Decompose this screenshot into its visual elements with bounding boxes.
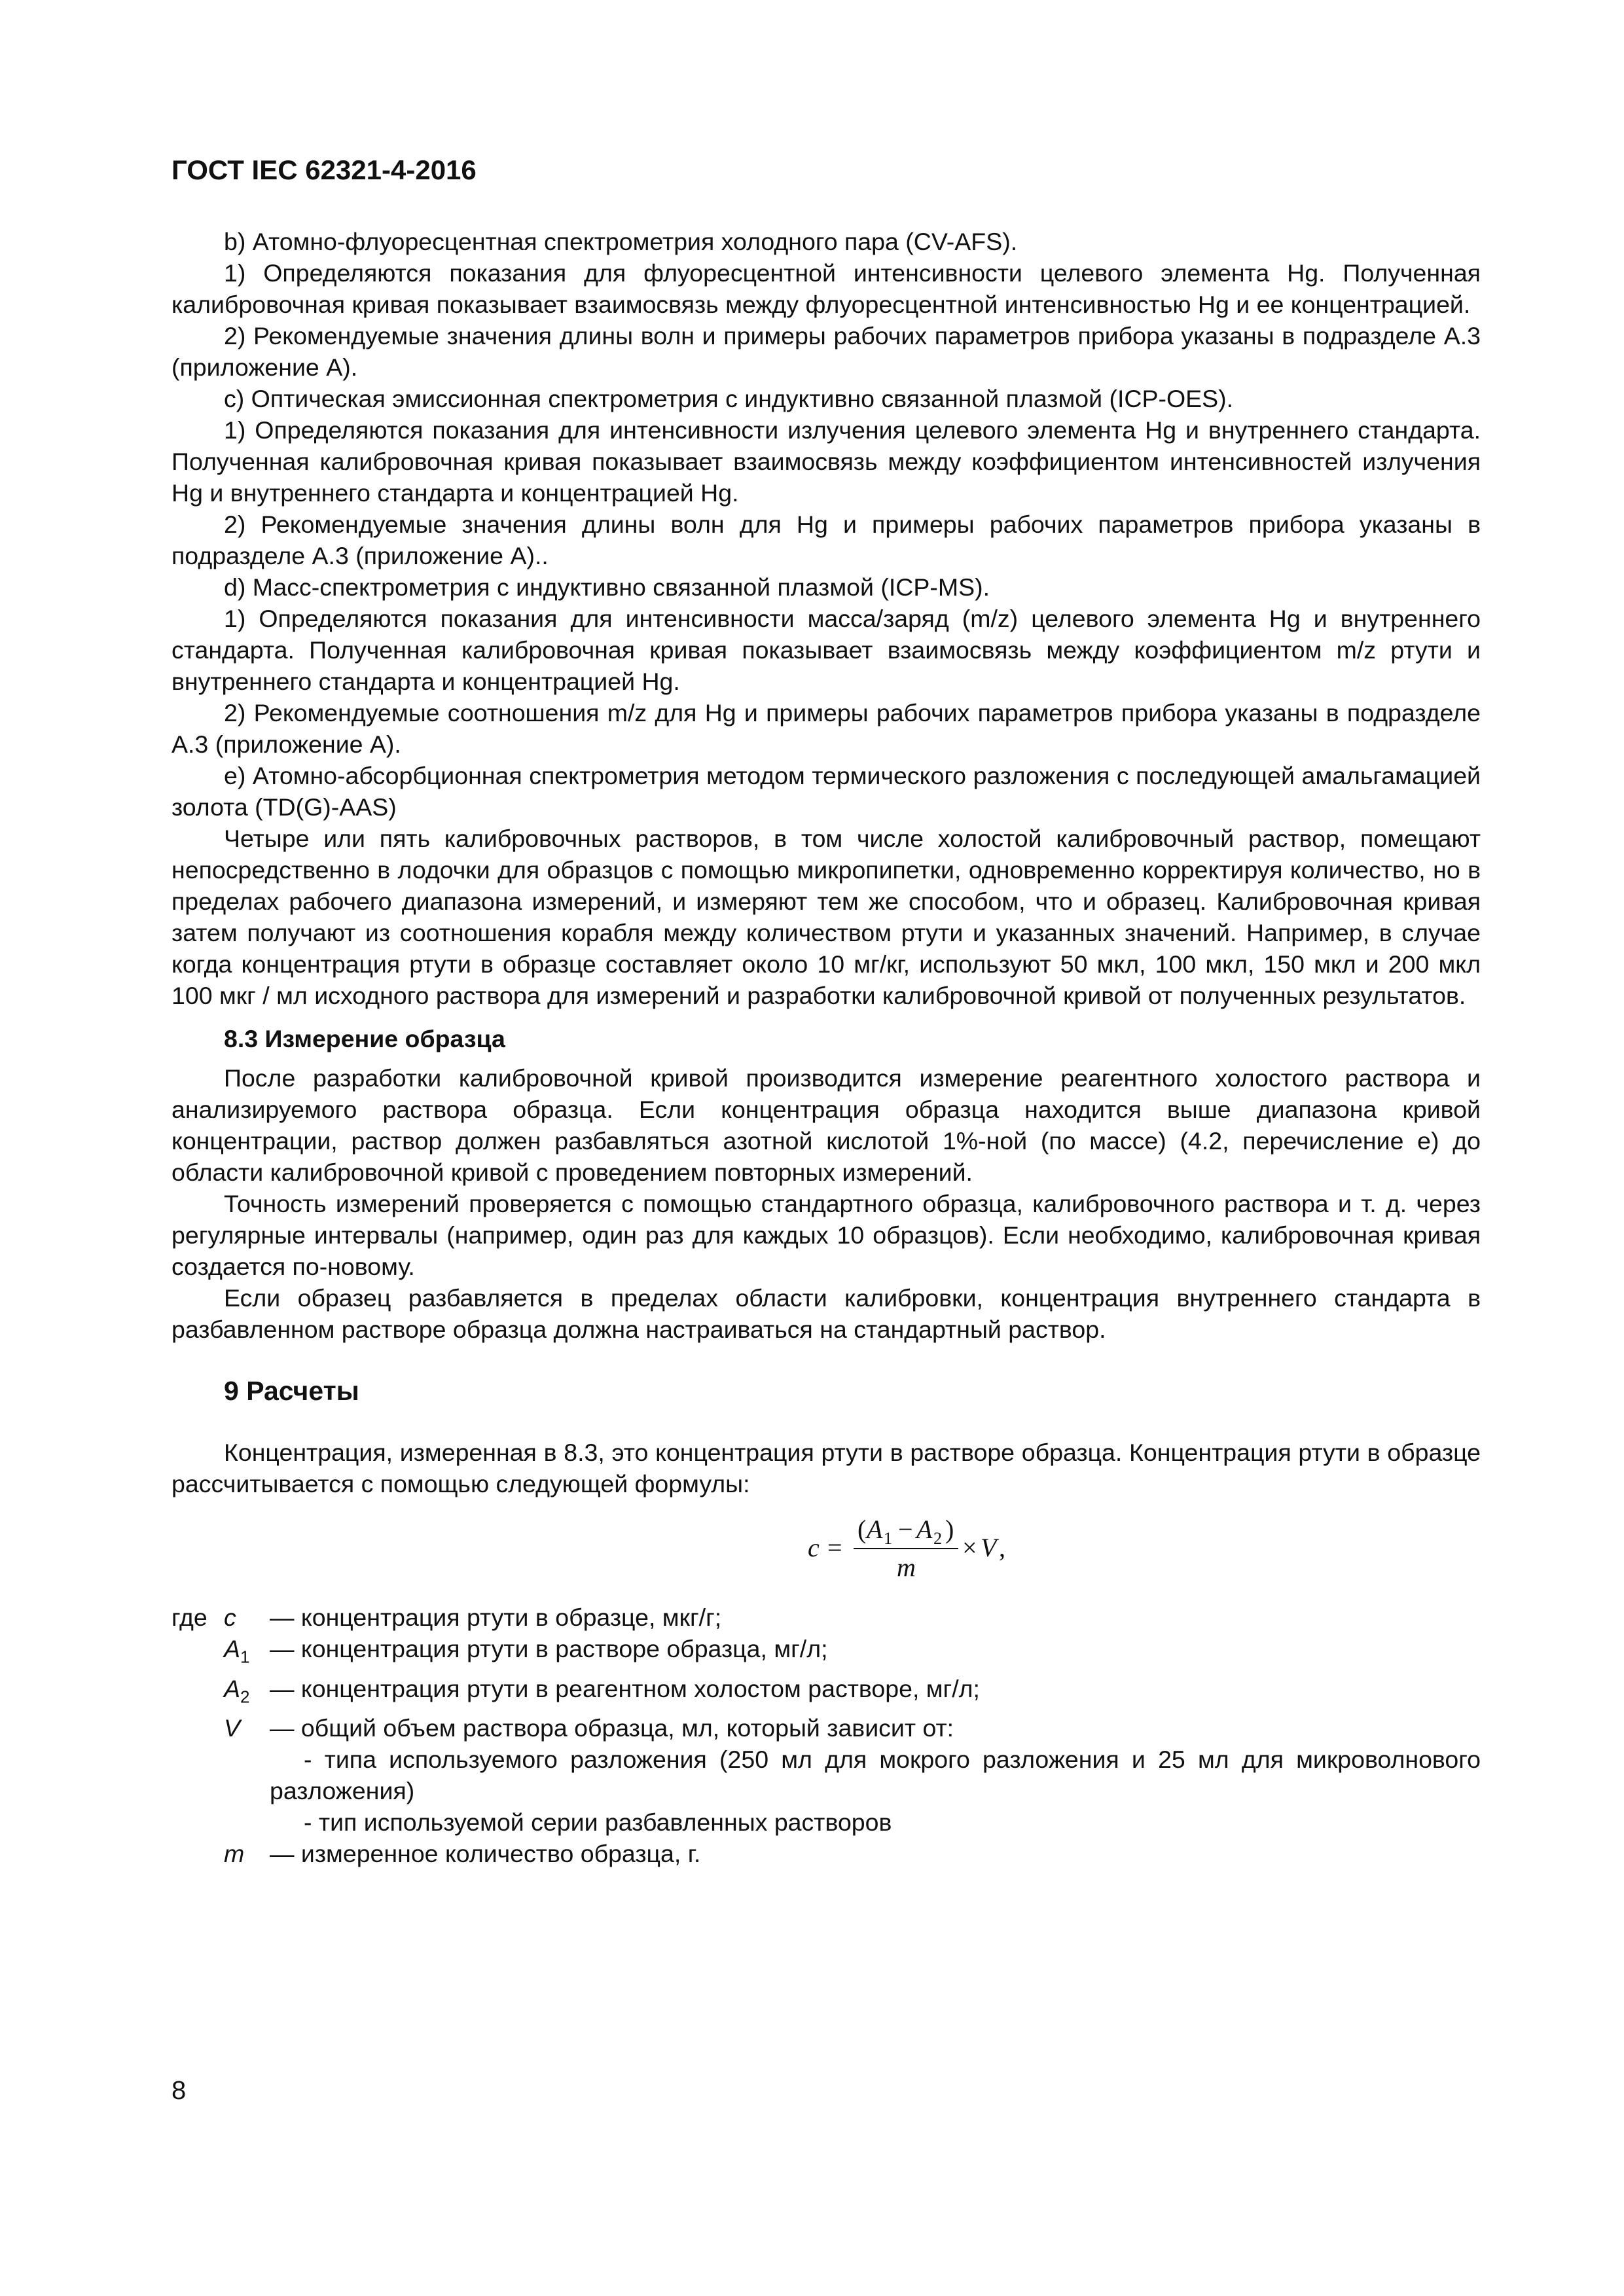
- paragraph-c-2: 2) Рекомендуемые значения длины волн для Hg и примеры рабочих параметров прибора указаны в подразделе A.3 (приложение A)..: [171, 511, 1481, 569]
- paragraph-d-2: 2) Рекомендуемые соотношения m/z для Hg и примеры рабочих параметров прибора указаны в подразделе A.3 (приложение A).: [171, 699, 1481, 758]
- definition-row-m: [171, 1838, 1481, 1869]
- paragraph-c-icp-oes: c) Оптическая эмиссионная спектрометрия с индуктивно связанной плазмой (ICP-OES).: [224, 385, 1234, 412]
- definition-symbol-c: c: [224, 1604, 236, 1631]
- concentration-formula: [171, 1506, 1481, 1587]
- page-number: 8: [171, 2076, 187, 2105]
- section-8-3-paragraph-1: После разработки калибровочной кривой производится измерение реагентного холостого раствора и анализируемого раствора образца. Если концентрация образца находится выше диапазона кривой концентрации, раствор должен разбавляться азотной кислотой 1%-ной (по массе) (4.2, перечисление e) до области калибровочной кривой с проведением повторных измерений.: [171, 1064, 1481, 1186]
- section-8-3-heading: 8.3 Измерение образца: [224, 1025, 505, 1052]
- v-items: [171, 1744, 1481, 1838]
- section-9-intro: Концентрация, измеренная в 8.3, это концентрация ртути в растворе образца. Концентрация ртути в образце рассчитывается с помощью следующей формулы:: [171, 1439, 1481, 1498]
- formula-close-paren: ): [945, 1515, 954, 1544]
- v-item-digestion-type: - типа используемого разложения (250 мл для мокрого разложения и 25 мл для микроволнового разложения): [270, 1746, 1481, 1804]
- formula-a1-sub: 1: [884, 1529, 892, 1548]
- where-label: где: [171, 1604, 208, 1631]
- section-9-heading: 9 Расчеты: [224, 1376, 359, 1406]
- definition-text-v: — общий объем раствора образца, мл, который зависит от:: [270, 1714, 954, 1742]
- formula-v: V: [981, 1533, 997, 1562]
- paragraph-d-1: 1) Определяются показания для интенсивности масса/заряд (m/z) целевого элемента Hg и внутреннего стандарта. Полученная калибровочная кривая показывает взаимосвязь между коэффициентом m/z ртути и внутреннего стандарта и концентрацией Hg.: [171, 605, 1481, 695]
- formula-a2-sub: 2: [933, 1529, 942, 1548]
- v-item-dilution-series: - тип используемой серии разбавленных растворов: [304, 1808, 892, 1836]
- definition-text-m: — измеренное количество образца, г.: [270, 1840, 701, 1867]
- definition-symbol-a1: $A_1$: [224, 1635, 250, 1667]
- definition-symbol-m: m: [224, 1840, 245, 1867]
- formula-equals: =: [827, 1533, 842, 1562]
- paragraph-calibration-solutions: Четыре или пять калибровочных растворов, в том числе холостой калибровочный раствор, помещают непосредственно в лодочки для образцов с помощью микропипетки, одновременно корректируя количество, но в пределах рабочего диапазона измерений, и измеряют тем же способом, что и образец. Калибровочная кривая затем получают из соотношения корабля между количеством ртути и указанных значений. Например, в случае когда концентрация ртути в образце составляет около 10 мг/кг, используют 50 мкл, 100 мкл, 150 мкл и 200 мкл 100 мкг / мл исходного раствора для измерений и разработки калибровочной кривой от полученных результатов.: [171, 825, 1481, 1009]
- paragraph-b-1: 1) Определяются показания для флуоресцентной интенсивности целевого элемента Hg. Полученная калибровочная кривая показывает взаимосвязь между флуоресцентной интенсивностью Hg и ее концентрацией.: [171, 259, 1481, 318]
- definition-symbol-v: V: [224, 1714, 241, 1742]
- section-8-3-paragraph-2: Точность измерений проверяется с помощью стандартного образца, калибровочного раствора и т. д. через регулярные интервалы (например, один раз для каждых 10 образцов). Если необходимо, калибровочная кривая создается по-новому.: [171, 1190, 1481, 1280]
- definition-row-c: [171, 1602, 1481, 1633]
- formula-comma: ,: [999, 1533, 1005, 1562]
- definition-row-a1: [171, 1633, 1481, 1673]
- definition-row-v: [171, 1712, 1481, 1744]
- formula-a2: A: [916, 1515, 933, 1544]
- paragraph-b-2: 2) Рекомендуемые значения длины волн и примеры рабочих параметров прибора указаны в подразделе A.3 (приложение A).: [171, 322, 1481, 381]
- formula-times: ×: [962, 1533, 977, 1562]
- document-body: [171, 226, 1481, 1869]
- definition-row-a2: [171, 1673, 1481, 1713]
- definition-text-a2: — концентрация ртути в реагентном холостом растворе, мг/л;: [270, 1674, 980, 1702]
- section-8-3-paragraph-3: Если образец разбавляется в пределах области калибровки, концентрация внутреннего стандарта в разбавленном растворе образца должна настраиваться на стандартный раствор.: [171, 1284, 1481, 1343]
- variable-definitions: [171, 1602, 1481, 1869]
- document-header-title: ГОСТ IEC 62321-4-2016: [171, 154, 477, 185]
- formula-denominator-m: m: [897, 1552, 916, 1582]
- formula-minus: −: [898, 1515, 913, 1544]
- definition-text-c: — концентрация ртути в образце, мкг/г;: [270, 1604, 722, 1631]
- definition-text-a1: — концентрация ртути в растворе образца, мг/л;: [270, 1635, 828, 1662]
- formula-a1: A: [867, 1515, 883, 1544]
- document-page: [171, 0, 1481, 2296]
- paragraph-b-cv-afs: b) Атомно-флуоресцентная спектрометрия холодного пара (CV-AFS).: [224, 228, 1018, 255]
- formula-c: c: [808, 1533, 820, 1562]
- paragraph-d-icp-ms: d) Масс-спектрометрия с индуктивно связанной плазмой (ICP-MS).: [224, 573, 990, 601]
- definition-symbol-a2: $A_2$: [224, 1674, 250, 1706]
- paragraph-e-td-aas: e) Атомно-абсорбционная спектрометрия методом термического разложения с последующей амальгамацией золота (TD(G)-AAS): [171, 762, 1481, 821]
- paragraph-c-1: 1) Определяются показания для интенсивности излучения целевого элемента Hg и внутреннего стандарта. Полученная калибровочная кривая показывает взаимосвязь между коэффициентом интенсивностей излучения Hg и внутреннего стандарта и концентрацией Hg.: [171, 416, 1481, 507]
- formula-fraction-bar: [854, 1548, 958, 1549]
- formula-open-paren: (: [857, 1515, 867, 1544]
